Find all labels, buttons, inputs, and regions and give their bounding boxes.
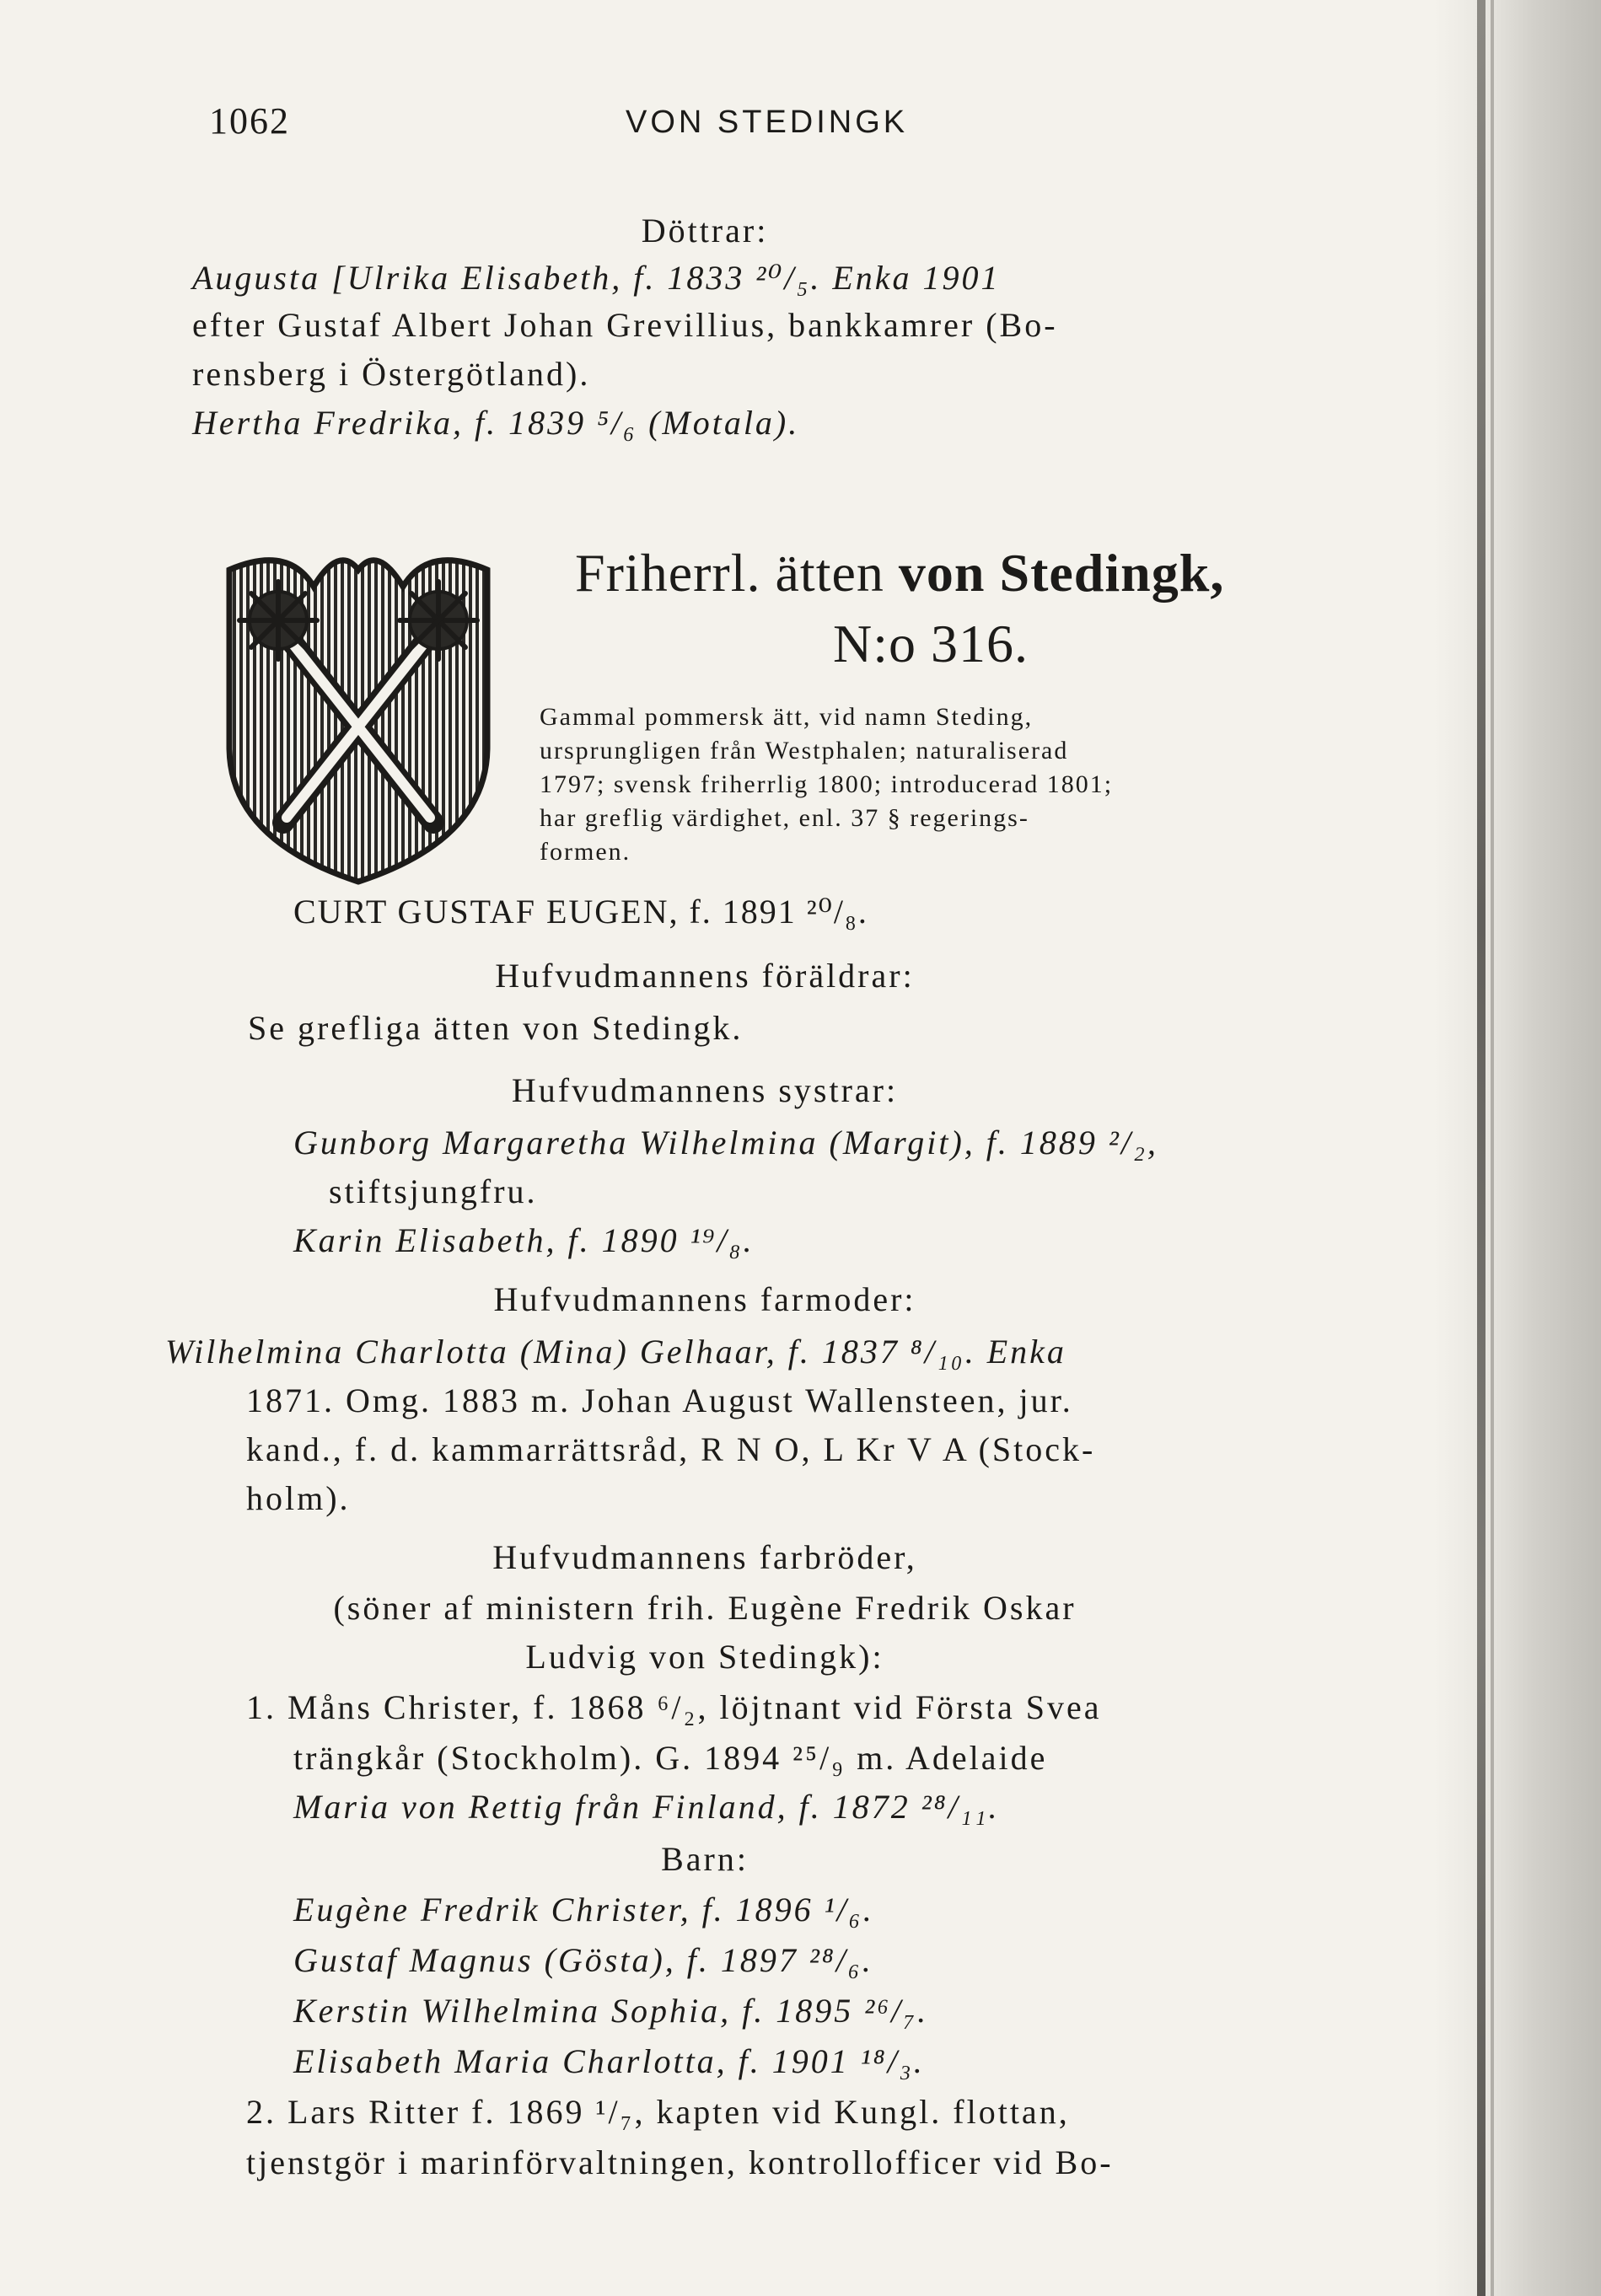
family-description-line: ursprungligen från Westphalen; naturaliserad <box>540 737 1069 764</box>
child-line: Gustaf Magnus (Gösta), f. 1897 ²⁸/₆. <box>293 1941 873 1979</box>
running-title: VON STEDINGK <box>626 105 909 140</box>
child-line: Eugène Fredrik Christer, f. 1896 ¹/₆. <box>293 1891 874 1929</box>
sister-line: stiftsjungfru. <box>329 1172 538 1210</box>
family-description-line: formen. <box>540 838 631 866</box>
uncle-entry-line: Maria von Rettig från Finland, f. 1872 ²⁸/₁₁. <box>293 1788 1000 1826</box>
page-header <box>209 99 1389 158</box>
shield-crossed-maces-icon <box>212 536 504 888</box>
daughter-line: efter Gustaf Albert Johan Grevillius, bankkamrer (Bo- <box>192 306 1058 344</box>
sister-line: Gunborg Margaretha Wilhelmina (Margit), f. 1889 ²/₂, <box>293 1124 1158 1161</box>
family-number: N:o 316. <box>833 614 1029 673</box>
page-number: 1062 <box>209 100 290 142</box>
family-title-prefix: Friherrl. ätten <box>575 543 884 603</box>
grandmother-heading: Hufvudmannens farmoder: <box>493 1280 916 1318</box>
family-title-name: von Stedingk, <box>898 543 1225 603</box>
parents-line: Se grefliga ätten von Stedingk. <box>248 1009 744 1047</box>
family-description-line: 1797; svensk friherrlig 1800; introducerad 1801; <box>540 770 1114 798</box>
uncles-heading: Ludvig von Stedingk): <box>525 1638 884 1676</box>
grandmother-line: Wilhelmina Charlotta (Mina) Gelhaar, f. 1837 ⁸/₁₀. Enka <box>165 1333 1066 1371</box>
child-line: Elisabeth Maria Charlotta, f. 1901 ¹⁸/₃. <box>293 2042 925 2080</box>
child-line: Kerstin Wilhelmina Sophia, f. 1895 ²⁶/₇. <box>293 1992 929 2030</box>
sisters-heading: Hufvudmannens systrar: <box>511 1071 899 1109</box>
daughters-heading: Döttrar: <box>641 212 769 249</box>
head-of-family: CURT GUSTAF EUGEN, f. 1891 ²⁰/₈. <box>293 893 868 931</box>
uncles-heading: Hufvudmannens farbröder, <box>492 1538 917 1576</box>
uncles-heading: (söner af ministern frih. Eugène Fredrik Oskar <box>333 1589 1077 1627</box>
uncle-entry-line: tjenstgör i marinförvaltningen, kontrollofficer vid Bo- <box>246 2143 1114 2181</box>
daughter-line: rensberg i Östergötland). <box>192 355 591 393</box>
binding-edge <box>1477 0 1485 2296</box>
book-spine-shadow <box>1433 0 1601 2296</box>
children-heading: Barn: <box>661 1840 749 1878</box>
grandmother-line: 1871. Omg. 1883 m. Johan August Wallensteen, jur. <box>246 1381 1073 1419</box>
family-description-line: har greflig värdighet, enl. 37 § regerings- <box>540 804 1029 832</box>
daughter-line: Hertha Fredrika, f. 1839 ⁵/₆ (Motala). <box>192 404 800 442</box>
family-title <box>575 543 1225 603</box>
grandmother-line: holm). <box>246 1479 351 1517</box>
uncle-entry-line: trängkår (Stockholm). G. 1894 ²⁵/₉ m. Adelaide <box>293 1739 1048 1777</box>
uncle-entry-line: 1. Måns Christer, f. 1868 ⁶/₂, löjtnant vid Första Svea <box>246 1688 1102 1726</box>
binding-edge-inner <box>1491 0 1494 2296</box>
daughter-line: Augusta [Ulrika Elisabeth, f. 1833 ²⁰/₅. Enka 1901 <box>192 259 1001 297</box>
grandmother-line: kand., f. d. kammarrättsråd, R N O, L Kr V A (Stock- <box>246 1430 1096 1468</box>
uncle-entry-line: 2. Lars Ritter f. 1869 ¹/₇, kapten vid Kungl. flottan, <box>246 2093 1070 2131</box>
family-description-line: Gammal pommersk ätt, vid namn Steding, <box>540 703 1034 731</box>
sister-line: Karin Elisabeth, f. 1890 ¹⁹/₈. <box>293 1221 755 1259</box>
parents-heading: Hufvudmannens föräldrar: <box>495 957 915 995</box>
